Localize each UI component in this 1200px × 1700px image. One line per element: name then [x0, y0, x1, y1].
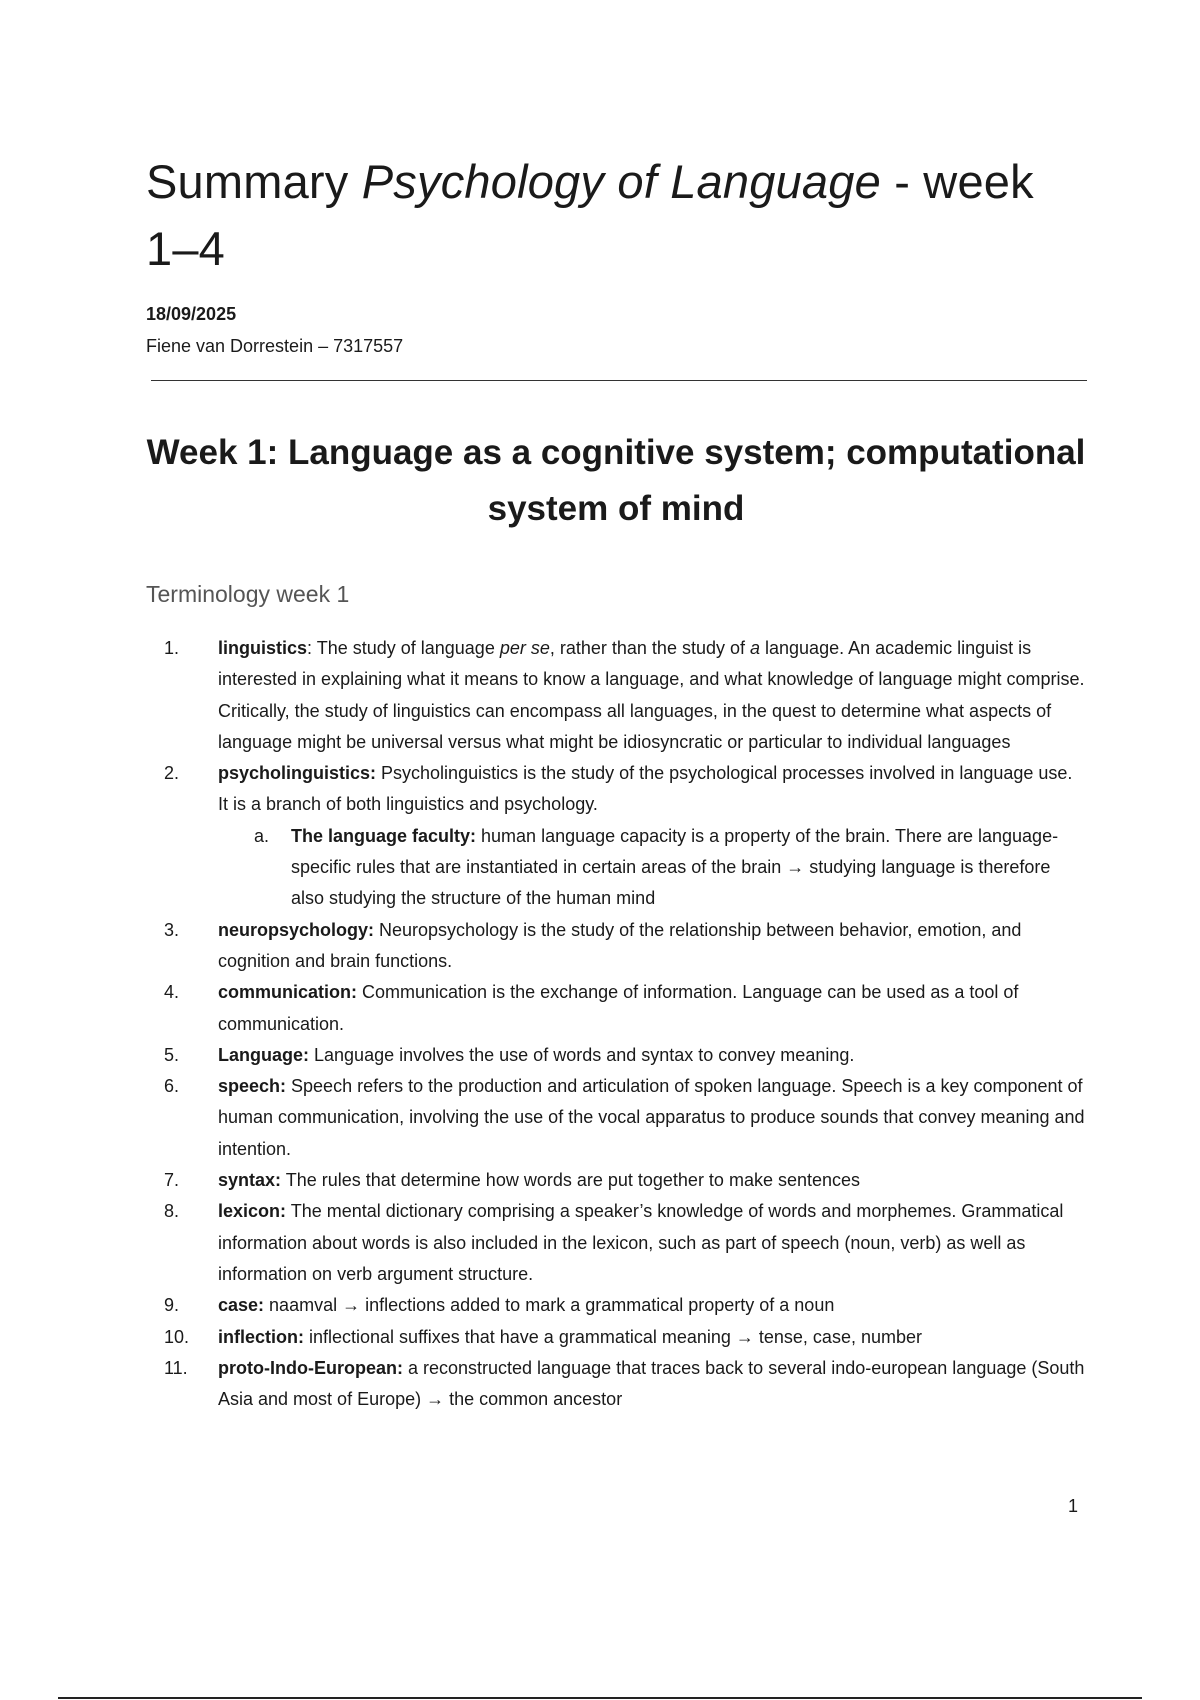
title-italic-part: Psychology of Language [361, 155, 881, 208]
week-heading: Week 1: Language as a cognitive system; computational system of mind [146, 433, 1086, 528]
term-text: naamval → inflections added to mark a grammatical property of a noun [264, 1295, 835, 1316]
list-number: 7. [164, 1170, 180, 1191]
term-text: human language capacity is a property of the brain. There are language-specific rules that are instantiated in certain areas of the brain → studying language is therefore also studying the structure of the human mind [291, 825, 1059, 909]
list-number: 5. [164, 1044, 180, 1065]
list-item-lexicon [146, 1196, 1086, 1290]
term-text: Neuropsychology is the study of the relationship between behavior, emotion, and cognition and brain functions. [218, 919, 1022, 971]
term-text: Psycholinguistics is the study of the psychological processes involved in language use. It is a branch of both linguistics and psychology. [218, 763, 1073, 815]
list-number: 4. [164, 982, 180, 1003]
sub-list [218, 821, 1086, 915]
list-item-communication [146, 977, 1086, 1040]
term-label: psycholinguistics: [218, 763, 377, 784]
document-title [146, 148, 1086, 282]
term-text: The study of language [316, 638, 500, 658]
term-label: The language faculty: [291, 825, 477, 846]
document-date: 18/09/2025 [146, 304, 237, 324]
term-text: Language involves the use of words and syntax to convey meaning. [309, 1044, 855, 1065]
list-number: 2. [164, 763, 180, 784]
term-text: , rather than the study of [549, 638, 750, 658]
list-item-speech [146, 1071, 1086, 1165]
list-item-linguistics [146, 633, 1086, 758]
list-item-neuropsychology [146, 915, 1086, 978]
term-text-italic: per se [499, 638, 550, 658]
list-number: 6. [164, 1076, 180, 1097]
list-item-syntax [146, 1165, 1086, 1196]
list-item-language [146, 1040, 1086, 1071]
term-text: inflectional suffixes that have a grammatical meaning → tense, case, number [304, 1326, 922, 1347]
term-text-italic: a [750, 638, 761, 658]
term-label: neuropsychology: [218, 919, 375, 940]
list-number: 11. [164, 1357, 188, 1378]
term-text: Communication is the exchange of information. Language can be used as a tool of communication. [218, 982, 1019, 1034]
list-item-proto-indo-european [146, 1353, 1086, 1416]
term-label: lexicon: [218, 1201, 287, 1222]
list-number: 10. [164, 1326, 190, 1347]
page-number: 1 [1068, 1496, 1079, 1516]
term-label: syntax: [218, 1170, 282, 1191]
term-text: language. An academic linguist is interested in explaining what it means to know a language, and what knowledge of language might comprise. Critically, the study of linguistics can encompass all languages, in the quest to determine what aspects of language might be universal versus what might be idiosyncratic or particular to individual languages [218, 638, 1085, 752]
term-label: proto-Indo-European: [218, 1357, 403, 1378]
title-suffix: - week 1–4 [146, 155, 1034, 275]
term-text: The mental dictionary comprising a speaker’s knowledge of words and morphemes. Grammatical information about words is also included in the lexicon, such as part of speech (noun, verb) as well as information on verb argument structure. [218, 1201, 1064, 1284]
document-author: Fiene van Dorrestein – 7317557 [146, 336, 404, 356]
sub-list-letter: a. [254, 825, 270, 846]
list-number: 9. [164, 1295, 180, 1316]
term-label: Language: [218, 1044, 310, 1065]
list-item-inflection [146, 1322, 1086, 1353]
document-page [146, 148, 1086, 1415]
list-item-psycholinguistics [146, 758, 1086, 914]
section-heading: Terminology week 1 [146, 581, 350, 607]
term-label: case: [218, 1295, 265, 1316]
title-divider [151, 380, 1087, 381]
term-label: communication: [218, 982, 358, 1003]
title-prefix: Summary [146, 155, 362, 208]
term-separator: : [307, 638, 317, 658]
footer-divider [58, 1697, 1142, 1699]
list-number: 1. [164, 638, 180, 658]
term-label: inflection: [218, 1326, 304, 1347]
term-text: Speech refers to the production and articulation of spoken language. Speech is a key component of human communication, involving the use of the vocal apparatus to produce sounds that convey meaning and intention. [218, 1076, 1085, 1159]
term-text: a reconstructed language that traces back to several indo-european language (South Asia and most of Europe) → the common ancestor [218, 1357, 1085, 1410]
list-number: 8. [164, 1201, 180, 1222]
terminology-list [146, 633, 1086, 1415]
term-label: linguistics [218, 638, 308, 658]
term-label: speech: [218, 1076, 287, 1097]
term-text: The rules that determine how words are put together to make sentences [281, 1170, 861, 1191]
list-item-case [146, 1290, 1086, 1321]
sub-list-item-language-faculty [218, 821, 1086, 915]
list-number: 3. [164, 919, 180, 940]
